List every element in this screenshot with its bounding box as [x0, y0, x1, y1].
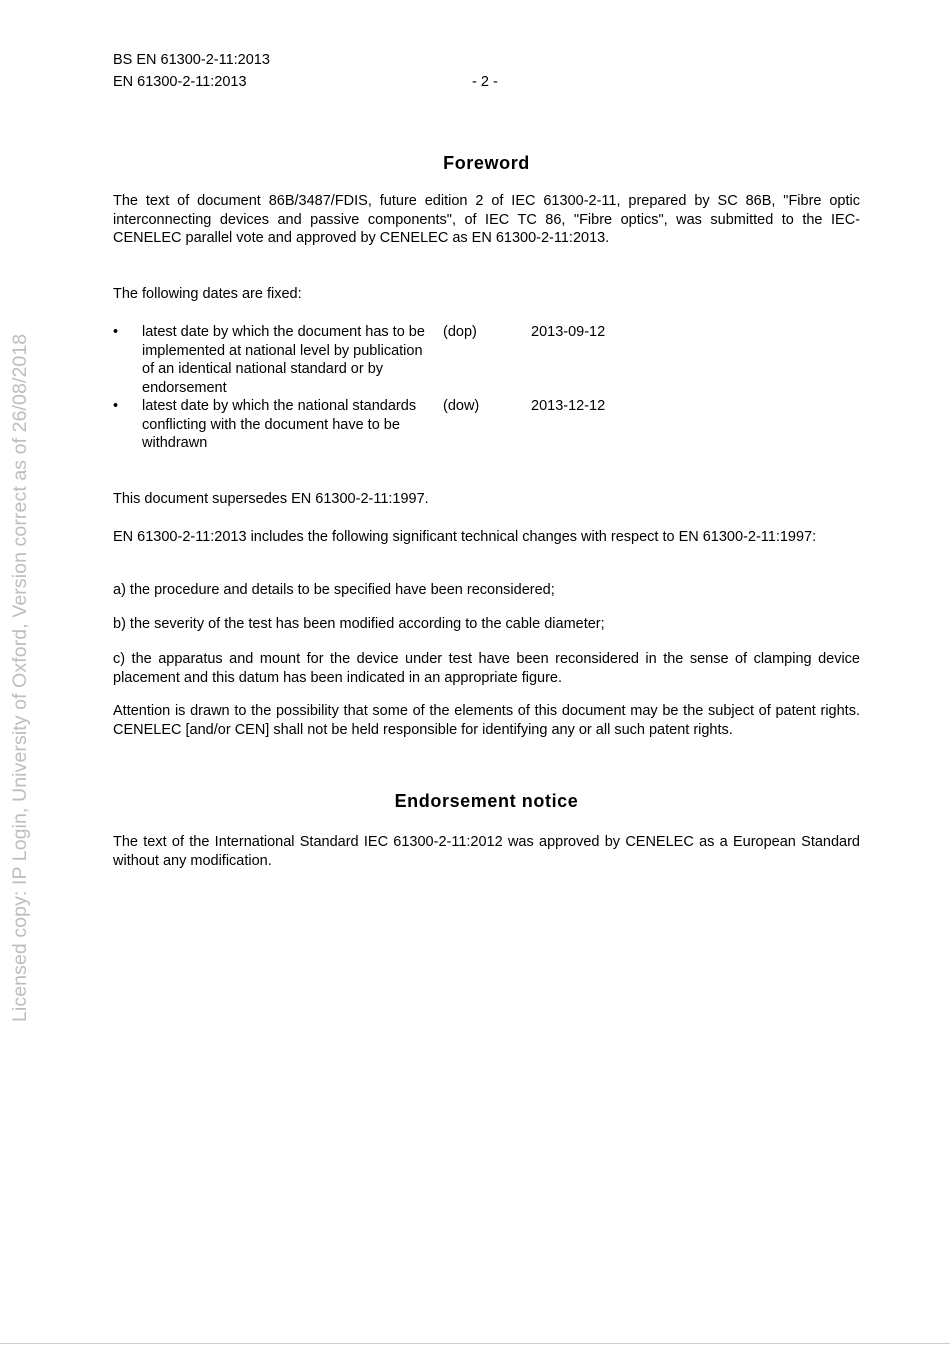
bullet-icon: • — [113, 324, 119, 340]
patent-paragraph: Attention is drawn to the possibility that some of the elements of this document may be the subject of patent rights. CENELEC [and/or CEN] shall not be held responsible for identifying any or all such patent rights. — [113, 703, 860, 738]
changes-intro-paragraph: EN 61300-2-11:2013 includes the following significant technical changes with respect to EN 61300-2-11:1997: — [113, 529, 817, 545]
bullet-icon: • — [113, 398, 119, 414]
page-edge-divider — [0, 1343, 950, 1344]
license-watermark: Licensed copy: IP Login, University of Oxford, Version correct as of 26/08/2018 — [9, 333, 31, 1022]
date-item-date: 2013-09-12 — [531, 324, 606, 340]
endorsement-title: Endorsement notice — [394, 791, 579, 811]
change-item-c: c) the apparatus and mount for the device under test have been reconsidered in the sense of clamping device placement and this datum has been indicated in an appropriate figure. — [113, 651, 860, 686]
foreword-intro-paragraph: The text of document 86B/3487/FDIS, future edition 2 of IEC 61300-2-11, prepared by SC 86B, "Fibre optic interconnecting devices and passive components", of IEC TC 86, "Fibre optics", was submitted to the IEC-CENELEC parallel vote and approved by CENELEC as EN 61300-2-11:2013. — [113, 193, 860, 246]
supersedes-paragraph: This document supersedes EN 61300-2-11:1997. — [113, 491, 429, 507]
header-standard-en: EN 61300-2-11:2013 — [113, 74, 247, 90]
date-item-date: 2013-12-12 — [531, 398, 606, 414]
header-standard-bs: BS EN 61300-2-11:2013 — [113, 52, 270, 68]
page-number: - 2 - — [472, 74, 498, 90]
change-item-a: a) the procedure and details to be specified have been reconsidered; — [113, 582, 555, 598]
date-item-code: (dow) — [443, 398, 480, 414]
endorsement-paragraph: The text of the International Standard IEC 61300-2-11:2012 was approved by CENELEC as a European Standard without any modification. — [113, 834, 860, 869]
foreword-title: Foreword — [443, 153, 530, 173]
date-item-code: (dop) — [443, 324, 477, 340]
date-item-description: latest date by which the document has to be implemented at national level by publication of an identical national standard or by endorsement — [142, 324, 425, 396]
date-item-description: latest date by which the national standards conflicting with the document have to be withdrawn — [142, 398, 417, 451]
dates-intro: The following dates are fixed: — [113, 286, 302, 302]
change-item-b: b) the severity of the test has been modified according to the cable diameter; — [113, 616, 605, 632]
